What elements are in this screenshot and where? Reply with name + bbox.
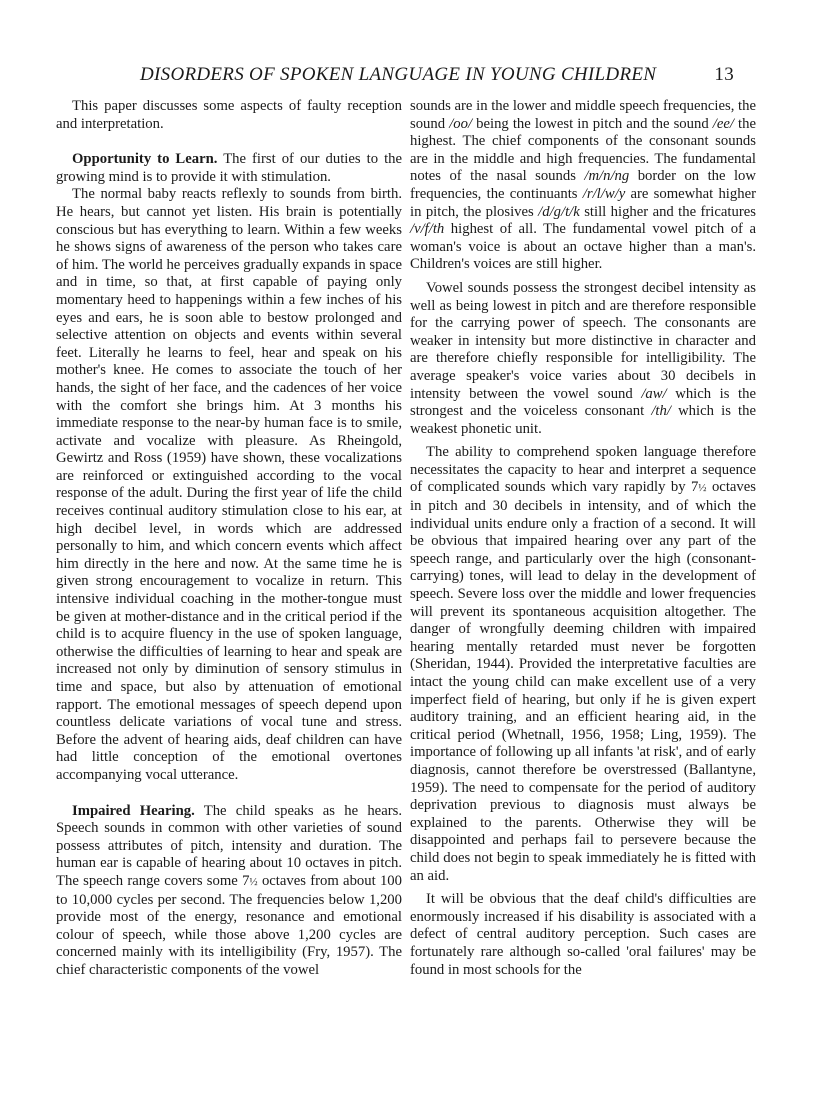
vowel-text-d: border on the low frequencies, the continuants bbox=[410, 168, 756, 202]
fraction-half: ½ bbox=[249, 875, 258, 888]
phoneme-nasals: /m/n/ng bbox=[584, 168, 630, 185]
intensity-text-b: which is the strongest and the voiceless consonant bbox=[410, 385, 756, 420]
comprehension-paragraph bbox=[410, 444, 756, 885]
impaired-hearing-paragraph bbox=[56, 803, 402, 980]
fraction-half-right: ½ bbox=[698, 482, 707, 495]
normal-baby-text: The normal baby reacts reflexly to sounds from birth. He hears, but cannot yet listen. His brain is potentially conscious but has everything to learn. Within a few weeks he shows signs of awareness of the person who takes care of him. The world he perceives gradually expands in space and in time, so that, at first capable of paying only momentary heed to happenings within a few inches of his eyes and ears, he is soon able to bestow prolonged and selective attention on objects and events within several feet. Literally he learns to feel, hear and speak on his mother's knee. He comes to associate the touch of her hands, the sight of her face, and the cadences of her voice with the comfort she brings him. At 3 months his immediate response to the near-by human face is to smile, activate and vocalize with pleasure. As Rheingold, Gewirtz and Ross (1959) have shown, these vocalizations are reinforced or extinguished according to the vocal response of the adult. During the first year of life the child receives continual auditory stimulation close to his ear, at high decibel level, in words which are addressed personally to him, and which concern events which affect him directly in the here and now. At the same time he is given strong encouragement to vocalize in return. This intensive individual coaching in the mother-tongue must be given at mother-distance and in the critical period if the child is to acquire fluency in the use of spoken language, otherwise the difficulties of learning to hear and speak are increased not only by diminution of sensory stimulus in time and space, but also by attenuation of emotional rapport. The emotional messages of speech depend upon countless delicate variations of vocal tune and stress. Before the advent of hearing aids, deaf children can have had little conception of the emotional overtones accompanying vocal utterance. bbox=[56, 186, 402, 783]
page-number: 13 bbox=[714, 64, 734, 85]
vowel-text-b: being the lowest in pitch and the sound bbox=[472, 115, 713, 132]
vowel-text-f: still higher and the fricatures bbox=[579, 203, 756, 220]
comprehension-text-a: The ability to comprehend spoken language therefore necessitates the capacity to hear and interpret a sequence of complicated sounds which vary rapidly by 7 bbox=[410, 444, 756, 496]
vowel-components-paragraph bbox=[410, 98, 756, 274]
phoneme-continuants: /r/l/w/y bbox=[582, 185, 626, 202]
vowel-text-e: are somewhat higher in pitch, the plosives bbox=[410, 185, 756, 220]
central-perception-paragraph bbox=[410, 891, 756, 979]
intro-text: This paper discusses some aspects of faulty reception and interpretation. bbox=[56, 98, 402, 132]
impaired-text-a: The child speaks as he hears. Speech sounds in common with other varieties of sound possess attributes of pitch, intensity and duration. The human ear is capable of hearing about 10 octaves in pitch. The speech range covers some 7 bbox=[56, 802, 402, 889]
intensity-text-a: Vowel sounds possess the strongest decibel intensity as well as being lowest in pitch and are therefore responsible for the carrying power of speech. The consonants are weaker in intensity but more distinctive in character and are therefore chiefly responsible for intelligibility. The average speaker's voice varies about 30 decibels in intensity between the vowel sound bbox=[410, 279, 756, 402]
vowel-text-g: highest of all. The fundamental vowel pitch of a woman's voice is about an octave higher than a man's. Children's voices are still higher. bbox=[410, 221, 756, 273]
vowel-intensity-paragraph bbox=[410, 280, 756, 438]
comprehension-text-b: octaves in pitch and 30 decibels in intensity, and of which the individual units endure only a fraction of a second. It will be obvious that impaired hearing over any part of the speech range, and particularly over the high (consonant-carrying) tones, will lead to delay in the development of speech. Severe loss over the middle and lower frequencies will prevent its spontaneous acquisition altogether. The danger of wrongfully deeming children with impaired hearing mentally retarded must never be forgotten (Sheridan, 1944). Provided the interpretative faculties are intact the young child can make excellent use of a very imperfect field of hearing, but only if he is given expert auditory training, and an efficient hearing aid, in the critical period (Whetnall, 1956, 1958; Ling, 1959). The importance of following up all infants 'at risk', and of early diagnosis, cannot therefore be overstressed (Ballantyne, 1959). The need to compensate for the period of auditory deprivation previous to diagnosis must always be explained to the parents. Otherwise they will be disappointed and perhaps fail to persevere because the child does not begin to speak immediately he is fitted with an aid. bbox=[410, 479, 756, 884]
running-header bbox=[140, 64, 734, 92]
left-column bbox=[56, 98, 402, 980]
phoneme-th: /th/ bbox=[651, 403, 671, 420]
phoneme-ee: /ee/ bbox=[712, 115, 734, 132]
opportunity-text: The first of our duties to the growing mind is to provide it with stimulation. bbox=[56, 151, 403, 185]
opportunity-paragraph bbox=[56, 151, 402, 186]
intro-paragraph bbox=[56, 98, 402, 133]
vowel-text-a: sounds are in the lower and middle speech frequencies, the sound bbox=[410, 98, 756, 132]
running-title: DISORDERS OF SPOKEN LANGUAGE IN YOUNG CHILDREN bbox=[140, 64, 657, 85]
section-heading-impaired-hearing: Impaired Hearing. bbox=[72, 802, 195, 819]
phoneme-oo: /oo/ bbox=[449, 115, 473, 132]
right-column bbox=[410, 98, 756, 979]
central-perception-text: It will be obvious that the deaf child's difficulties are enormously increased if his disability is associated with a defect of central auditory perception. Such cases are fortunately rare although so-called 'oral failures' may be found in most schools for the bbox=[410, 891, 756, 978]
phoneme-plosives: /d/g/t/k bbox=[538, 203, 580, 220]
vowel-text-c: the highest. The chief components of the consonant sounds are in the middle and high frequencies. The fundamental notes of the nasal sounds bbox=[410, 115, 756, 185]
phoneme-aw: /aw/ bbox=[641, 385, 667, 402]
phoneme-fricatives: /v/f/th bbox=[410, 221, 445, 238]
intensity-text-c: which is the weakest phonetic unit. bbox=[410, 403, 757, 437]
normal-baby-paragraph bbox=[56, 186, 402, 784]
impaired-text-b: octaves from about 100 to 10,000 cycles per second. The frequencies below 1,200 provide most of the energy, resonance and emotional colour of speech, while those above 1,200 cycles are concerned mainly with its intelligibility (Fry, 1957). The chief characteristic components of the vowel bbox=[56, 872, 402, 978]
section-heading-opportunity: Opportunity to Learn. bbox=[72, 151, 218, 168]
